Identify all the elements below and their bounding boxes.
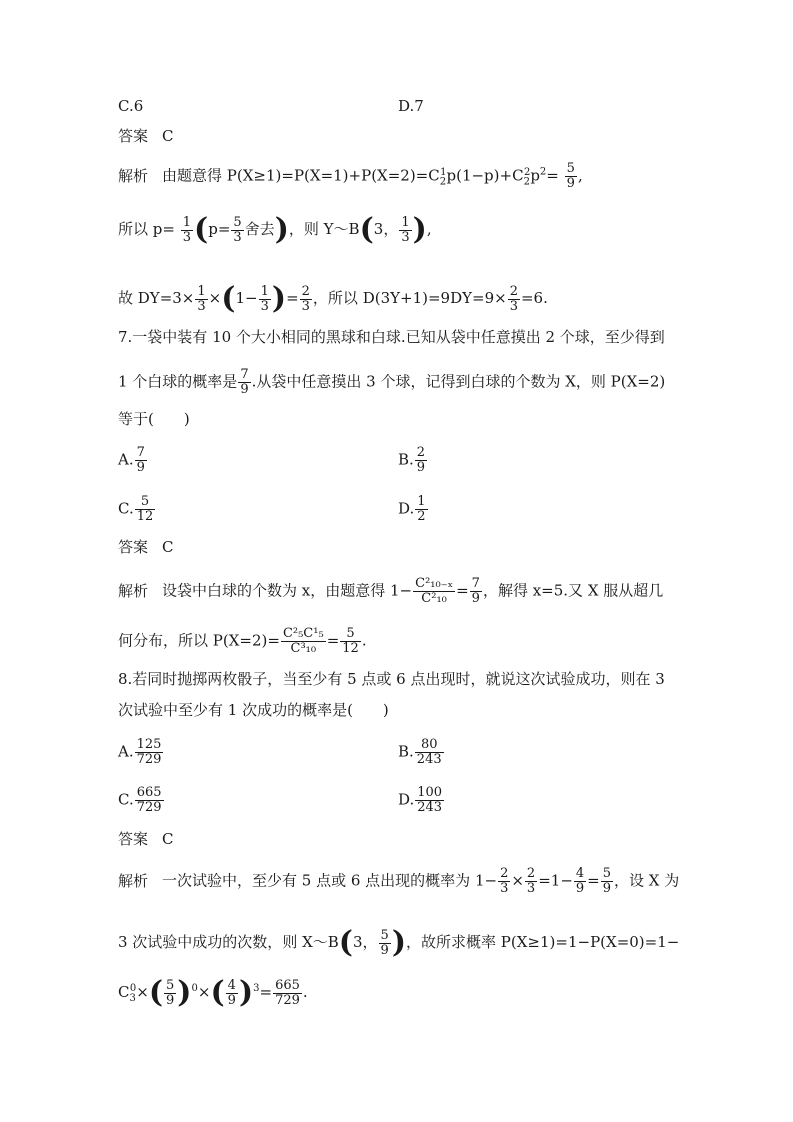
fraction bbox=[259, 285, 271, 314]
denominator: 3 bbox=[509, 298, 518, 314]
analysis-label: 解析 bbox=[118, 871, 149, 890]
denominator: 729 bbox=[136, 752, 162, 767]
fraction bbox=[273, 979, 302, 1008]
numerator: 1 bbox=[417, 494, 426, 509]
answer-line-q6 bbox=[118, 126, 174, 146]
right-paren-icon: ) bbox=[271, 281, 287, 316]
fraction: $\frac{4}{9}$ bbox=[227, 977, 236, 1008]
fraction bbox=[565, 162, 577, 191]
denominator: 9 bbox=[416, 460, 426, 475]
denominator: 12 bbox=[136, 509, 154, 524]
denominator: 3 bbox=[401, 229, 410, 245]
right-paren-icon: ) bbox=[391, 925, 407, 960]
denominator: 9 bbox=[166, 992, 175, 1008]
numerator: 5 bbox=[166, 977, 175, 993]
numerator: 665 bbox=[275, 977, 300, 993]
fraction bbox=[195, 285, 207, 314]
formula-text: . bbox=[361, 631, 367, 650]
numerator: 7 bbox=[240, 367, 249, 382]
q7-option-a bbox=[118, 446, 148, 475]
denominator: 9 bbox=[240, 382, 249, 397]
denominator: 243 bbox=[416, 752, 442, 767]
denominator: 3 bbox=[500, 881, 509, 896]
q7-option-c bbox=[118, 495, 156, 524]
left-paren-icon: ( bbox=[148, 975, 164, 1010]
analysis-q7-line2 bbox=[118, 627, 367, 656]
fraction bbox=[135, 738, 164, 767]
formula-text: ，故所求概率 P(X≥1)=1−P(X=0)=1− bbox=[406, 933, 680, 951]
numerator: 5 bbox=[135, 495, 156, 510]
denominator: 729 bbox=[136, 800, 162, 815]
option-c: C.6 bbox=[118, 97, 144, 115]
numerator: 5 bbox=[233, 214, 242, 230]
denominator: C²₁₀ bbox=[421, 591, 447, 606]
option-letter: B. bbox=[398, 742, 414, 761]
analysis-q8-line1: 解析 一次试验中，至少有 5 点或 6 点出现的概率为 1− $\frac{2}{3}$ × $\frac{2}{3}$ =1− $\frac{4}{9}$ = $\frac{5}{9}$ ，设 X 为 bbox=[118, 866, 680, 896]
answer-label: 答案 bbox=[118, 127, 149, 145]
right-paren-icon: ) bbox=[412, 212, 427, 247]
q8-option-a bbox=[118, 738, 164, 767]
numerator: 1 bbox=[197, 283, 206, 299]
denominator: 729 bbox=[275, 992, 300, 1008]
fraction: $\frac{4}{9}$ bbox=[575, 866, 585, 896]
q7-option-b bbox=[398, 446, 428, 475]
right-paren-icon: ) bbox=[274, 212, 289, 247]
numerator: 2 bbox=[301, 283, 310, 299]
option-letter: B. bbox=[398, 450, 414, 469]
formula-text: = bbox=[326, 631, 340, 650]
formula-text: p= bbox=[208, 220, 231, 238]
formula-text: = bbox=[259, 983, 273, 1001]
denominator: 9 bbox=[471, 591, 480, 606]
q8-option-d bbox=[398, 786, 445, 815]
fraction bbox=[498, 867, 510, 896]
formula-text: 故 DY=3× bbox=[118, 289, 195, 307]
q8-line2: 次试验中至少有 1 次成功的概率是( ) bbox=[118, 701, 389, 719]
fraction bbox=[231, 216, 243, 245]
numerator: 5 bbox=[340, 627, 361, 642]
denominator: 12 bbox=[342, 641, 359, 656]
formula-text: 舍去 bbox=[244, 220, 275, 238]
denominator: 3 bbox=[182, 229, 192, 245]
numerator: 100 bbox=[417, 785, 443, 800]
formula-text: .从袋中任意摸出 3 个球，记得到白球的个数为 X，则 P(X=2) bbox=[251, 372, 666, 391]
denominator: 9 bbox=[136, 460, 145, 475]
numerator: 7 bbox=[136, 445, 145, 460]
answer-value: C bbox=[162, 830, 174, 848]
formula-text: p bbox=[530, 166, 540, 185]
formula-text: 设袋中白球的个数为 x，由题意得 1− bbox=[162, 581, 413, 600]
answer-value: C bbox=[162, 538, 174, 556]
formula-text: = bbox=[456, 581, 469, 600]
option-letter: A. bbox=[118, 742, 134, 761]
numerator: C²₁₀₋ₓ bbox=[415, 576, 454, 591]
numerator: 80 bbox=[415, 738, 444, 753]
fraction bbox=[340, 627, 361, 656]
formula-text: ，解得 x=5.又 X 服从超几 bbox=[482, 581, 664, 600]
left-paren-icon: ( bbox=[221, 281, 236, 316]
formula-text: =6. bbox=[520, 289, 548, 307]
fraction bbox=[379, 929, 391, 958]
numerator: 2 bbox=[509, 283, 518, 299]
formula-text: = bbox=[546, 166, 559, 185]
analysis-q8-line2 bbox=[118, 925, 680, 960]
numerator: 1 bbox=[401, 214, 410, 230]
numerator: 2 bbox=[416, 445, 426, 460]
formula-text: p(1−p)+C bbox=[446, 166, 524, 185]
numerator: 2 bbox=[526, 866, 536, 881]
denominator: 3 bbox=[526, 881, 536, 896]
left-paren-icon: ( bbox=[194, 212, 209, 247]
answer-line-q8 bbox=[118, 829, 174, 849]
formula-text: 3， bbox=[373, 220, 399, 238]
q8-line1: 8.若同时抛掷两枚骰子，当至少有 5 点或 6 点出现时，就说这次试验成功，则在 3 bbox=[118, 670, 665, 688]
formula-text: =1− bbox=[538, 871, 573, 890]
option-letter: C. bbox=[118, 499, 134, 518]
formula-text: 3 次试验中成功的次数，则 X～B bbox=[118, 933, 339, 951]
fraction bbox=[525, 867, 537, 896]
fraction bbox=[164, 979, 176, 1008]
denominator: 243 bbox=[417, 800, 443, 815]
denominator: 3 bbox=[301, 298, 310, 314]
formula-text: 3， bbox=[353, 933, 378, 951]
denominator: 9 bbox=[566, 176, 575, 191]
q7-option-d bbox=[398, 495, 429, 524]
formula-text: 1 个白球的概率是 bbox=[118, 372, 238, 391]
option-letter: A. bbox=[118, 450, 134, 469]
q7-line2 bbox=[118, 368, 665, 397]
numerator: 1 bbox=[260, 283, 269, 299]
fraction bbox=[399, 216, 411, 245]
denominator: 9 bbox=[602, 881, 612, 896]
q7-line3: 等于( ) bbox=[118, 410, 190, 428]
analysis-label: 解析 bbox=[118, 166, 149, 185]
formula-text: 一次试验中，至少有 5 点或 6 点出现的概率为 1− bbox=[162, 871, 498, 890]
fraction bbox=[135, 495, 156, 524]
formula-text: ，则 Y～B bbox=[288, 220, 360, 238]
analysis-q7-line1 bbox=[118, 577, 663, 606]
analysis-label: 解析 bbox=[118, 581, 149, 600]
numerator: 125 bbox=[136, 737, 162, 752]
option-letter: C. bbox=[118, 790, 134, 809]
denominator: 2 bbox=[417, 509, 426, 524]
analysis-q6-line1: 解析 由题意得 $P(X\ge 1)=P(X=1)+P(X=2)=C_2^1p(1-p)+C_2^2p^2=$ $\frac{5}{9}$ , bbox=[118, 161, 583, 191]
fraction bbox=[508, 285, 520, 314]
fraction bbox=[413, 577, 455, 606]
numerator: C²₅C¹₅ bbox=[282, 626, 324, 641]
fraction bbox=[135, 786, 164, 815]
left-paren-icon: ( bbox=[359, 212, 374, 247]
fraction bbox=[181, 216, 193, 245]
fraction bbox=[415, 738, 444, 767]
fraction bbox=[281, 627, 326, 656]
denominator: 3 bbox=[233, 229, 242, 245]
fraction bbox=[415, 786, 444, 815]
numerator: 5 bbox=[380, 927, 389, 943]
numerator: 2 bbox=[500, 866, 509, 881]
right-paren-icon: ) bbox=[177, 975, 192, 1010]
analysis-q6-line2: 所以 p= $\frac{1}{3}$ (p= $\frac{5}{3}$ 舍去)，则 Y～B(3， $\frac{1}{3}$ ), bbox=[118, 212, 432, 247]
numerator: 5 bbox=[602, 866, 612, 881]
option-letter: D. bbox=[398, 790, 415, 809]
fraction bbox=[135, 446, 147, 475]
formula-text: = bbox=[286, 289, 299, 307]
option-d: D.7 bbox=[398, 97, 424, 115]
q8-option-c bbox=[118, 786, 165, 815]
left-paren-icon: ( bbox=[210, 975, 225, 1010]
denominator: 9 bbox=[380, 942, 389, 958]
formula-text: 1− bbox=[235, 289, 258, 307]
numerator: 5 bbox=[566, 161, 575, 176]
formula-text: 何分布，所以 P(X=2)= bbox=[118, 631, 280, 650]
formula-text: C bbox=[118, 983, 130, 1001]
formula-text: 所以 p= bbox=[118, 220, 175, 238]
option-letter: D. bbox=[398, 499, 415, 518]
denominator: C³₁₀ bbox=[290, 641, 317, 656]
answer-value: C bbox=[162, 127, 174, 145]
formula-text: = bbox=[587, 871, 600, 890]
formula-text: ，设 X 为 bbox=[614, 871, 680, 890]
numerator: 1 bbox=[182, 214, 192, 230]
q8-option-b bbox=[398, 738, 445, 767]
denominator: 3 bbox=[260, 298, 269, 314]
fraction bbox=[601, 867, 613, 896]
analysis-q8-line3: $C_3^0\times$( $\frac{5}{9}$ )$^0$×( $\frac{4}{9}$ )$^3$= $\frac{665}{729}$ . bbox=[118, 975, 308, 1010]
fraction bbox=[415, 446, 427, 475]
formula-text: ，所以 D(3Y+1)=9DY=9× bbox=[312, 289, 507, 307]
numerator: 665 bbox=[136, 785, 162, 800]
denominator: 3 bbox=[197, 298, 206, 314]
right-paren-icon: ) bbox=[238, 975, 254, 1010]
numerator: 7 bbox=[471, 576, 480, 591]
fraction bbox=[300, 285, 312, 314]
formula-text: . bbox=[302, 983, 308, 1001]
formula-text: 由题意得 P(X≥1)=P(X=1)+P(X=2)=C bbox=[162, 166, 440, 185]
fraction bbox=[470, 577, 482, 606]
answer-label: 答案 bbox=[118, 830, 149, 848]
q7-line1: 7.一袋中装有 10 个大小相同的黑球和白球.已知从袋中任意摸出 2 个球，至少得到 bbox=[118, 328, 665, 346]
analysis-q6-line3: 故 DY=3× $\frac{1}{3}$ ×(1− $\frac{1}{3}$ )= $\frac{2}{3}$ ，所以 D(3Y+1)=9DY=9× $\frac{2}{3}$ =6. bbox=[118, 281, 548, 316]
fraction bbox=[415, 495, 427, 524]
left-paren-icon: ( bbox=[338, 925, 353, 960]
answer-label: 答案 bbox=[118, 538, 149, 556]
answer-line-q7 bbox=[118, 537, 174, 557]
fraction bbox=[238, 368, 250, 397]
